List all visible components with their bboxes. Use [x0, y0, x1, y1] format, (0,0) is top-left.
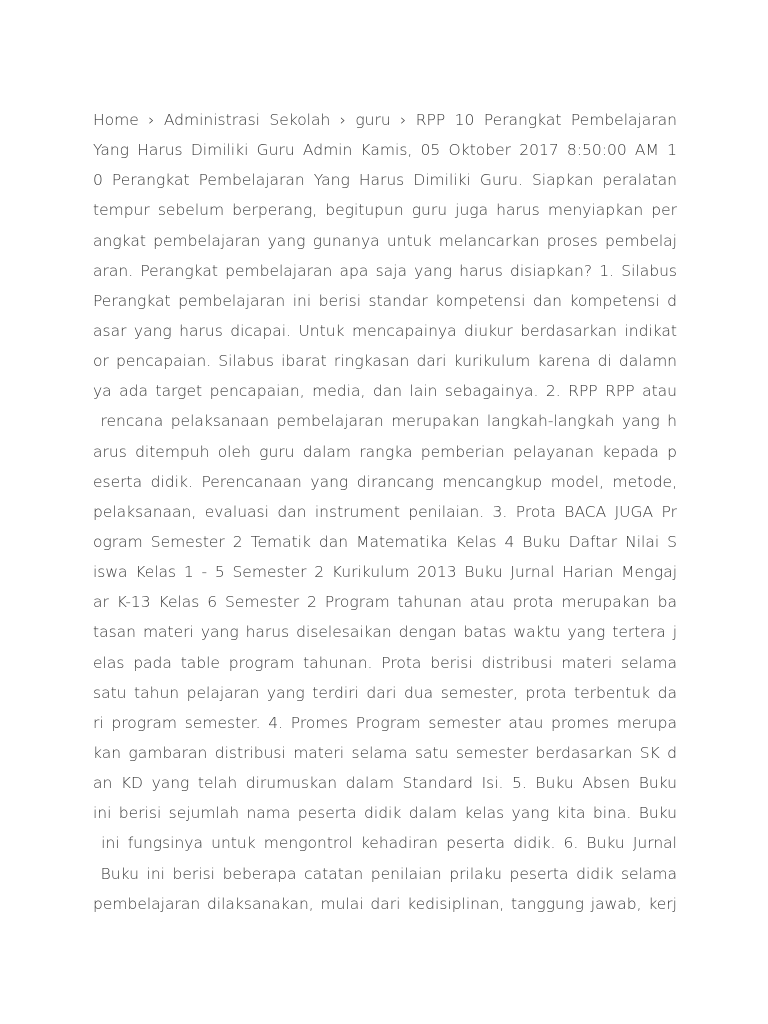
- text-line: ya ada target pencapaian, media, dan lain sebagainya. 2. RPP RPP atau: [93, 382, 677, 401]
- text-line: asar yang harus dicapai. Untuk mencapainya diukur berdasarkan indikat: [93, 321, 677, 340]
- text-line: pelaksanaan, evaluasi dan instrument penilaian. 3. Prota BACA JUGA Pr: [93, 502, 677, 521]
- text-line: kan gambaran distribusi materi selama satu semester berdasarkan SK d: [93, 743, 677, 762]
- text-line: rencana pelaksanaan pembelajaran merupakan langkah-langkah yang h: [93, 412, 677, 431]
- text-line: satu tahun pelajaran yang terdiri dari dua semester, prota terbentuk da: [93, 683, 677, 702]
- text-line: an KD yang telah dirumuskan dalam Standard Isi. 5. Buku Absen Buku: [93, 774, 677, 793]
- text-line: ri program semester. 4. Promes Program semester atau promes merupa: [93, 713, 677, 732]
- text-line: ini berisi sejumlah nama peserta didik dalam kelas yang kita bina. Buku: [93, 804, 677, 823]
- text-line: elas pada table program tahunan. Prota berisi distribusi materi selama: [93, 653, 677, 672]
- text-line: aran. Perangkat pembelajaran apa saja yang harus disiapkan? 1. Silabus: [93, 261, 677, 280]
- text-line: pembelajaran dilaksanakan, mulai dari kedisiplinan, tanggung jawab, kerj: [93, 894, 677, 913]
- text-line: tempur sebelum berperang, begitupun guru juga harus menyiapkan per: [93, 201, 677, 220]
- text-line: ini fungsinya untuk mengontrol kehadiran peserta didik. 6. Buku Jurnal: [93, 834, 677, 853]
- text-line: ogram Semester 2 Tematik dan Matematika Kelas 4 Buku Daftar Nilai S: [93, 532, 677, 551]
- text-line: eserta didik. Perencanaan yang dirancang mencangkup model, metode,: [93, 472, 677, 491]
- text-line: tasan materi yang harus diselesaikan dengan batas waktu yang tertera j: [93, 623, 677, 642]
- text-line: Yang Harus Dimiliki Guru Admin Kamis, 05 Oktober 2017 8:50:00 AM 1: [93, 141, 677, 160]
- text-line: Perangkat pembelajaran ini berisi standar kompetensi dan kompetensi d: [93, 291, 677, 310]
- text-line: Buku ini berisi beberapa catatan penilaian prilaku peserta didik selama: [93, 864, 677, 883]
- text-line: angkat pembelajaran yang gunanya untuk melancarkan proses pembelaj: [93, 231, 677, 250]
- article-text: [93, 105, 677, 919]
- text-line: Home › Administrasi Sekolah › guru › RPP 10 Perangkat Pembelajaran: [93, 111, 677, 129]
- text-line: iswa Kelas 1 - 5 Semester 2 Kurikulum 2013 Buku Jurnal Harian Mengaj: [93, 563, 677, 582]
- text-line: ar K-13 Kelas 6 Semester 2 Program tahunan atau prota merupakan ba: [93, 593, 677, 612]
- text-line: or pencapaian. Silabus ibarat ringkasan dari kurikulum karena di dalamn: [93, 352, 677, 371]
- text-line: 0 Perangkat Pembelajaran Yang Harus Dimiliki Guru. Siapkan peralatan: [93, 171, 677, 190]
- text-line: arus ditempuh oleh guru dalam rangka pemberian pelayanan kepada p: [93, 442, 677, 461]
